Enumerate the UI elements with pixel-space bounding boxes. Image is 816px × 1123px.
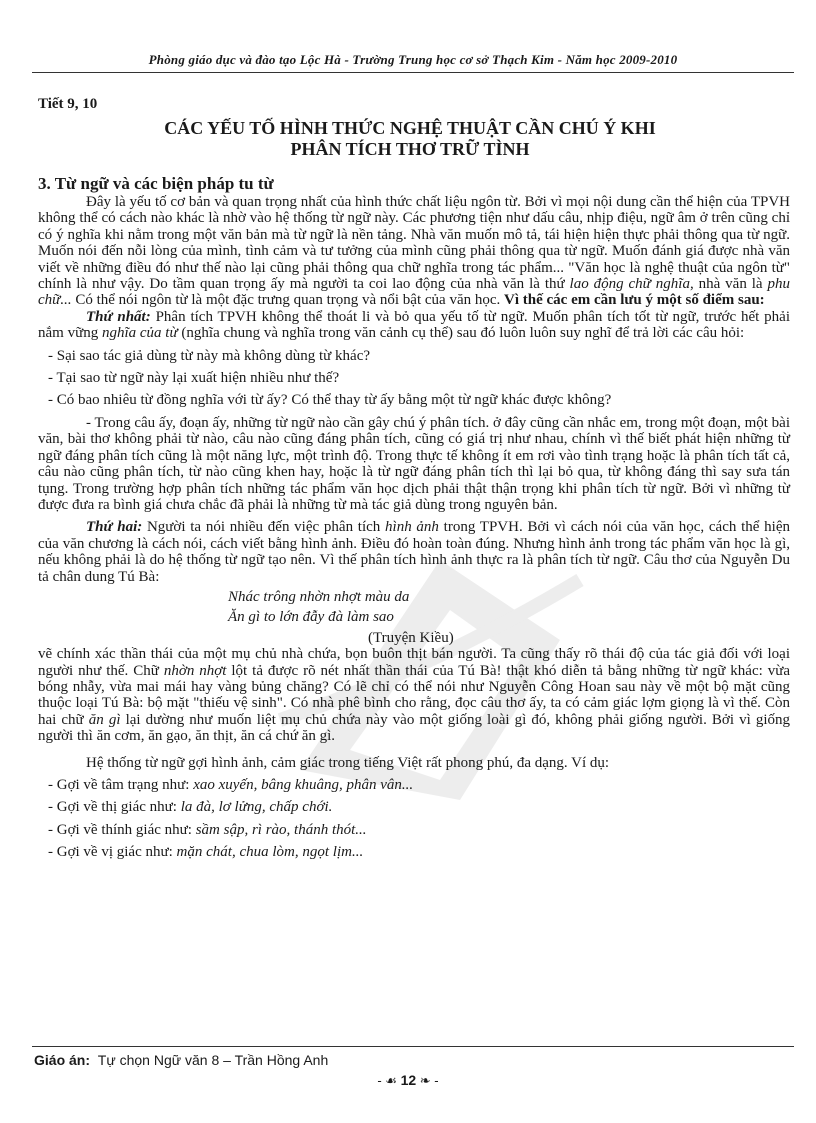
paragraph-analysis: - Trong câu ấy, đoạn ấy, những từ ngữ nào cần gây chú ý phân tích. ở đây cũng cần nhắc em, trong một đoạn, một bài văn, bài thơ không phải từ nào, câu nào cũng đáng phân tích, cũng có giá trị như nhau, chính vì thế biết phát hiện những từ ngữ đáng phân tích cũng là một năng lực, một trình độ. Trong thực tế không ít em rơi vào tình trạng hoặc là phân tích tất cả, câu nào cũng phân tích, từ nào cũng khen hay, hoặc là từ ngữ đáng phân tích thì lại bỏ qua, từ không đáng thì say sưa tán tụng. Trong trường hợp phân tích những tác phẩm văn học dịch phải thật thận trọng khi phân tích từ ngữ. Bởi vì những từ được đưa ra bình giá chưa chắc đã phải là những từ mà tác giả dùng trong nguyên bản. (38, 414, 790, 513)
text-run: Có thể nói ngôn từ là một đặc trưng quan trọng và nổi bật của văn học. (71, 292, 505, 309)
point-lead: Thứ hai: (86, 519, 143, 536)
page-header: Phòng giáo dục và đào tạo Lộc Hà - Trường Trung học cơ sở Thạch Kim - Năm học 2009-2010 (148, 52, 678, 67)
example-item (38, 822, 790, 838)
page-number-value: 12 (400, 1072, 417, 1088)
title-line-2: PHÂN TÍCH THƠ TRỮ TÌNH (290, 139, 530, 159)
question-item: - Sại sao tác giả dùng từ này mà không dùng từ khác? (48, 347, 371, 364)
lesson-number: Tiết 9, 10 (38, 96, 98, 112)
example-label: - Gợi về thị giác như: (48, 799, 181, 816)
text-run: lột tả được rõ nét nhất thần thái của Tú Bà! thật khó diễn tả bằng những từ ngữ khác: vừa bóng nhẫy, vừa mai mái hay vàng bủng chăng? Có lẽ chỉ có thể nói như Nguyễn Công Hoan sau này về một bộ mặt cũng thuộc loại Tú Bà: bộ mặt "thiếu vệ sinh". Có nhà phê bình cho rằng, đọc câu thơ ấy, ta có cảm giác lợm giọng là vì thế. Còn hai chữ (38, 662, 790, 728)
main-content (38, 174, 790, 861)
page-number (0, 1072, 816, 1089)
text-run: trong TPVH. Bởi vì cách nói của văn học, cách thể hiện của văn chương là cách nói, cách viết bằng hình ảnh. Điều đó hoàn toàn đúng. Nhưng hình ảnh trong tác phẩm văn học là gì, nếu không phải là do hệ thống từ ngữ tạo nên. Vì thế phân tích hình ảnh thực ra là phân tích từ ngữ. Câu thơ của Nguyễn Du tả chân dung Tú Bà: (38, 519, 790, 585)
page-footer (34, 1052, 328, 1068)
example-label: - Gợi về thính giác như: (48, 821, 196, 838)
poem-line: Ăn gì to lớn đẫy đà làm sao (228, 609, 394, 626)
text-run: vẽ chính xác thần thái của một mụ chủ nhà chứa, bọn buôn thịt bán người. Ta cũng thấy rõ thái độ của tác giả đối với loại người như thế. Chữ (38, 646, 790, 679)
page-ornament-left: - ☙ (377, 1073, 397, 1088)
point-lead: Thứ nhất: (86, 308, 151, 325)
example-label: - Gợi về tâm trạng như: (48, 777, 194, 793)
question-item: - Tại sao từ ngữ này lại xuất hiện nhiều như thế? (48, 370, 340, 387)
text-run: (nghĩa chung và nghĩa trong văn cảnh cụ thể) sau đó luôn luôn suy nghĩ để trả lời các câu hỏi: (177, 325, 745, 342)
text-run: Phân tích TPVH không thể thoát li và bỏ qua yếu tố từ ngữ. Muốn phân tích tốt từ ngữ, trước hết phải nắm vững (38, 308, 790, 342)
footer-divider (32, 1046, 794, 1047)
italic-term: ăn gì (88, 711, 121, 728)
text-run: , nhà văn là (689, 276, 768, 293)
text-run: Đây là yếu tố cơ bản và quan trọng nhất của hình thức chất liệu ngôn từ. Bởi vì mọi nội dung cần thể hiện của TPVH không thể có cách nào khác là nhờ vào hệ thống từ ngữ này. Các phương tiện như dấu câu, nhịp điệu, ngữ âm ở trên cũng chỉ có ý nghĩa khi nằm trong một văn bản mà từ ngữ là nền tảng. Nhà văn muốn mô tả, tái hiện hiện thực phải thông qua từ ngữ. Muốn nói đến nỗi lòng của mình, tình cảm và tư tưởng của mình cũng phải thông qua từ ngữ. Muốn đánh giá được nhà văn viết về những điều đó như thế nào lại cũng phải thông qua chữ nghĩa trong tác phẩm... "Văn học là nghệ thuật của ngôn từ" chính là như vậy. Do tầm quan trọng ấy mà người ta coi lao động của nhà văn là thứ (38, 194, 790, 293)
example-item (38, 799, 790, 815)
italic-term: nhờn nhợt (163, 662, 227, 679)
example-label: - Gợi về vị giác như: (48, 844, 177, 861)
text-run: Người ta nói nhiều đến việc phân tích (142, 519, 386, 536)
example-words: mặn chát, chua lòm, ngọt lịm... (176, 844, 364, 861)
poem-source: (Truyện Kiều) (368, 629, 454, 646)
page-title (60, 118, 760, 160)
footer-text: Tự chọn Ngữ văn 8 – Trần Hồng Anh (97, 1052, 329, 1068)
example-item (38, 777, 790, 793)
example-words: xao xuyến, bâng khuâng, phân vân... (193, 777, 414, 793)
italic-term: hình ảnh (385, 519, 439, 536)
section-heading: 3. Từ ngữ và các biện pháp tu từ (38, 174, 274, 193)
question-item: - Có bao nhiêu từ đồng nghĩa với từ ấy? Có thể thay từ ấy bằng một từ ngữ khác được không? (48, 392, 612, 409)
italic-term: lao động chữ nghĩa (569, 276, 690, 293)
page-ornament-right: ❧ - (419, 1073, 439, 1088)
header-divider (32, 72, 794, 73)
example-words: la đà, lơ lửng, chấp chới. (180, 799, 333, 816)
example-item (38, 844, 790, 860)
italic-term: nghĩa của từ (101, 325, 178, 342)
italic-term: phu chữ... (38, 276, 790, 309)
text-run: lại dường như muốn liệt mụ chủ chứa này vào một giống loài gì đó, không phải giống người. Bởi vì giống người thì ăn cơm, ăn gạo, ăn thịt, ăn cá chứ ăn gì. (38, 711, 790, 745)
example-words: sầm sập, rì rào, thánh thót... (195, 821, 367, 838)
paragraph-second-point (38, 519, 790, 585)
bold-statement: Vì thế các em cần lưu ý một số điểm sau: (504, 292, 765, 309)
poem-line: Nhác trông nhờn nhợt màu da (228, 588, 410, 605)
paragraph-examples-intro: Hệ thống từ ngữ gợi hình ảnh, cảm giác trong tiếng Việt rất phong phú, đa dạng. Ví dụ: (86, 754, 610, 771)
paragraph-intro (38, 194, 790, 309)
paragraph-first-point (38, 309, 790, 342)
paragraph-commentary (38, 646, 790, 744)
title-line-1: CÁC YẾU TỐ HÌNH THỨC NGHỆ THUẬT CẦN CHÚ Ý KHI (164, 118, 656, 138)
footer-label: Giáo án: (34, 1052, 91, 1068)
